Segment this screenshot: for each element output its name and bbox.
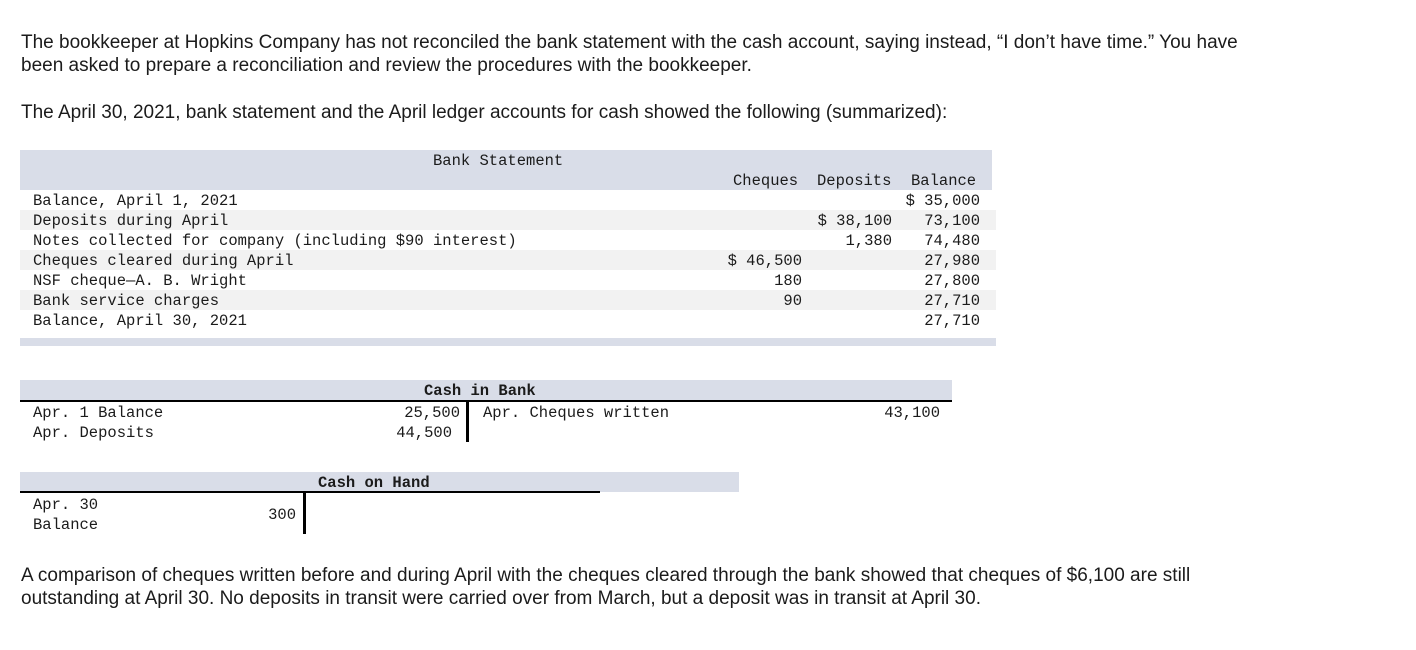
column-header-cheques: Cheques	[733, 172, 799, 190]
row-cheques: $ 46,500	[727, 252, 802, 270]
row-label: Balance, April 30, 2021	[33, 312, 247, 330]
bank-statement-footer-band	[20, 338, 996, 346]
column-header-balance: Balance	[911, 172, 977, 190]
row-balance: $ 35,000	[905, 192, 980, 210]
cash-on-hand-title: Cash on Hand	[318, 474, 430, 492]
t-account-top-rule	[20, 491, 600, 493]
debit-amount: 25,500	[404, 404, 460, 422]
row-balance: 27,800	[924, 272, 980, 290]
row-balance: 27,980	[924, 252, 980, 270]
debit-amount: 44,500	[396, 424, 452, 442]
column-header-deposits: Deposits	[817, 172, 892, 190]
row-deposits: 1,380	[845, 232, 892, 250]
t-account-divider	[303, 493, 306, 534]
row-label: Bank service charges	[33, 292, 220, 310]
debit-label: Apr. 1 Balance	[33, 404, 164, 422]
row-balance: 74,480	[924, 232, 980, 250]
credit-label: Apr. Cheques written	[483, 404, 670, 422]
row-label: Deposits during April	[33, 212, 229, 230]
row-label: Balance, April 1, 2021	[33, 192, 238, 210]
row-label: NSF cheque—A. B. Wright	[33, 272, 247, 290]
row-balance: 27,710	[924, 312, 980, 330]
debit-amount: 300	[268, 506, 296, 524]
row-cheques: 180	[774, 272, 802, 290]
row-label: Cheques cleared during April	[33, 252, 294, 270]
closing-paragraph: A comparison of cheques written before and during April with the cheques cleared through the bank showed that cheques of $6,100 are still outstanding at April 30. No deposits in transit were carried over from March, but a deposit was in transit at April 30.	[21, 565, 1191, 609]
bank-statement-title: Bank Statement	[433, 152, 564, 170]
credit-amount: 43,100	[884, 404, 940, 422]
t-account-divider	[466, 400, 469, 442]
intro-paragraph-1: The bookkeeper at Hopkins Company has not reconciled the bank statement with the cash account, saying instead, “I don’t have time.” You have been asked to prepare a reconciliation and review the procedures with the bookkeeper.	[21, 32, 1238, 76]
row-cheques: 90	[783, 292, 802, 310]
row-label: Notes collected for company (including $90 interest)	[33, 232, 517, 250]
row-deposits: $ 38,100	[817, 212, 892, 230]
row-balance: 73,100	[924, 212, 980, 230]
cash-in-bank-title: Cash in Bank	[424, 382, 536, 400]
intro-paragraph-2: The April 30, 2021, bank statement and the April ledger accounts for cash showed the following (summarized):	[21, 102, 948, 123]
debit-label: Apr. Deposits	[33, 424, 154, 442]
debit-label: Balance	[33, 516, 99, 534]
debit-label: Apr. 30	[33, 496, 99, 514]
row-balance: 27,710	[924, 292, 980, 310]
